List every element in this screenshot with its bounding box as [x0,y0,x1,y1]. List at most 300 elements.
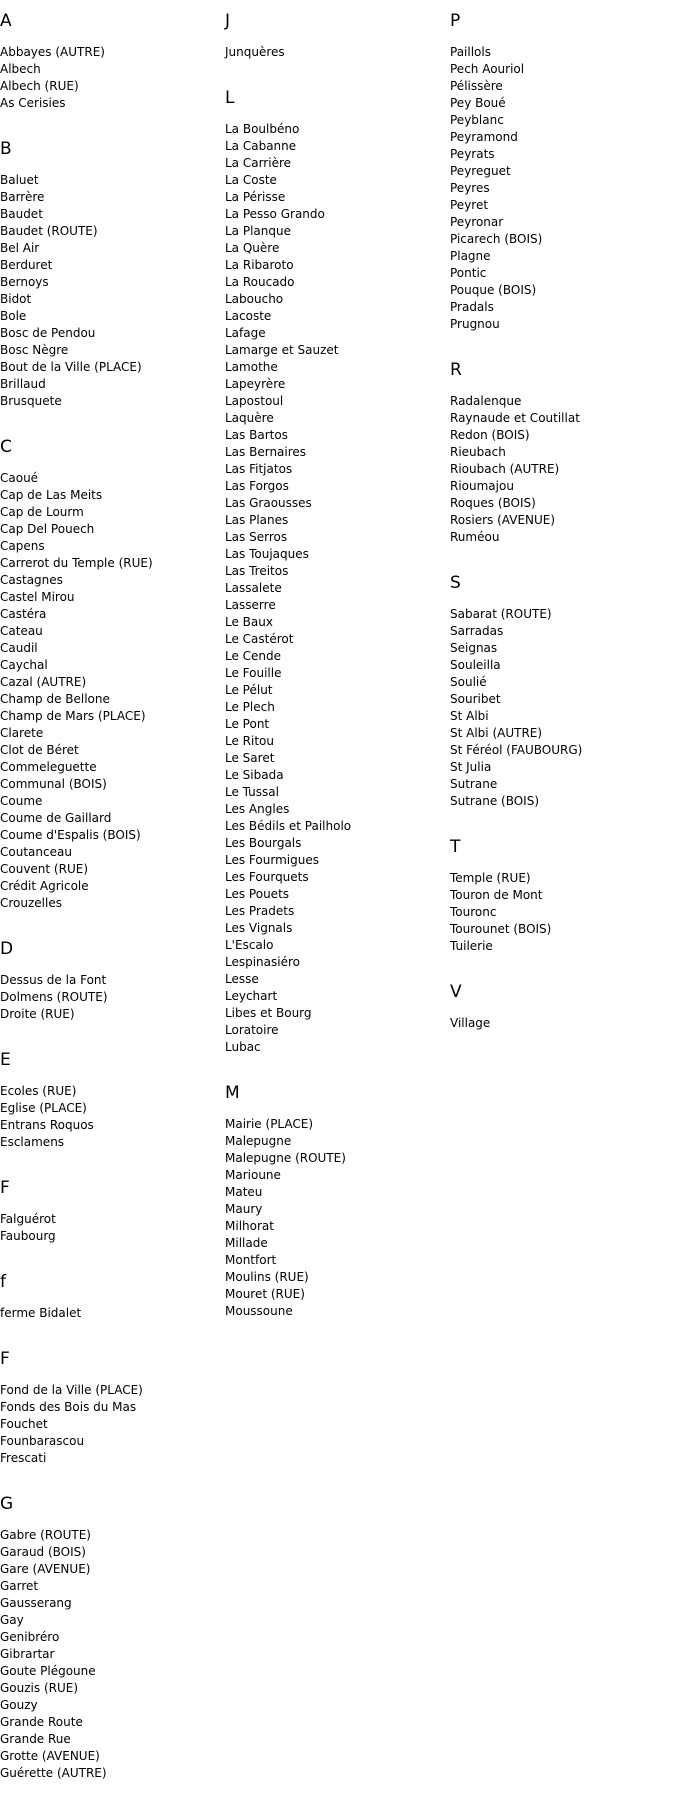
street-link[interactable]: Pélissère [450,79,503,93]
street-link[interactable]: Bout de la Ville (PLACE) [0,360,142,374]
street-list-item [225,682,445,699]
street-link[interactable]: Gibrartar [0,1647,55,1661]
street-list-item [450,759,670,776]
letter-heading: F [0,1349,10,1369]
street-link[interactable]: Caychal [0,658,48,672]
street-link[interactable]: Grande Rue [0,1732,71,1746]
street-list-item [450,61,670,78]
street-link[interactable]: Las Bernaires [225,445,307,459]
street-link[interactable]: Touron de Mont [450,888,543,902]
street-list-item [225,461,445,478]
index-column-2 [225,8,445,1344]
street-list-item [450,776,670,793]
street-link[interactable]: Rioumajou [450,479,514,493]
street-link[interactable]: Capens [0,539,45,553]
street-link[interactable]: Le Tussal [225,785,279,799]
street-link[interactable]: Castel Mirou [0,590,75,604]
street-list-item [0,878,220,895]
street-link[interactable]: Frescati [0,1451,47,1465]
street-list-item [225,44,445,61]
street-link[interactable]: Las Bartos [225,428,288,442]
street-link[interactable]: Laquère [225,411,274,425]
street-link[interactable]: Paillols [450,45,491,59]
street-link[interactable]: Pontic [450,266,487,280]
street-link[interactable]: Clot de Béret [0,743,79,757]
letter-group [0,936,220,1023]
street-link[interactable]: Ecoles (RUE) [0,1084,77,1098]
street-list-item [450,146,670,163]
street-link[interactable]: Marioune [225,1168,281,1182]
street-list-item [225,903,445,920]
street-link[interactable]: Barrère [0,190,45,204]
street-link[interactable]: Les Vignals [225,921,293,935]
street-link[interactable]: Albech [0,62,41,76]
street-link[interactable]: Albech (RUE) [0,79,79,93]
street-link[interactable]: Las Toujaques [225,547,309,561]
street-list-item [450,78,670,95]
street-list-item [225,1150,445,1167]
street-link[interactable]: Picarech (BOIS) [450,232,543,246]
street-list-item [0,1382,220,1399]
street-list-item [225,359,445,376]
street-link[interactable]: Genibréro [0,1630,60,1644]
street-link[interactable]: Temple (RUE) [450,871,531,885]
street-list-item [225,393,445,410]
street-list-item [450,197,670,214]
street-link[interactable]: Milhorat [225,1219,274,1233]
street-link[interactable]: Gouzy [0,1698,38,1712]
street-link[interactable]: Pey Boué [450,96,506,110]
street-link[interactable]: Pouque (BOIS) [450,283,537,297]
street-link[interactable]: Lesse [225,972,259,986]
street-link[interactable]: St Albi (AUTRE) [450,726,543,740]
street-list-item [0,844,220,861]
street-list-item [0,44,220,61]
street-link[interactable]: Peyronar [450,215,504,229]
street-link[interactable]: Malepugne [225,1134,292,1148]
street-link[interactable]: Caoué [0,471,39,485]
street-link[interactable]: Loratoire [225,1023,279,1037]
street-link[interactable]: Peyblanc [450,113,504,127]
street-list-item [450,623,670,640]
street-link[interactable]: Gare (AVENUE) [0,1562,91,1576]
street-link[interactable]: Champ de Bellone [0,692,110,706]
street-list-item [0,504,220,521]
street-list-item [0,1629,220,1646]
street-link[interactable]: Bidot [0,292,32,306]
street-link[interactable]: Radalenque [450,394,522,408]
street-link[interactable]: Rioubach (AUTRE) [450,462,560,476]
street-list-item [0,810,220,827]
street-list-item [450,410,670,427]
street-link[interactable]: Grande Route [0,1715,83,1729]
street-list-item [0,1714,220,1731]
street-link[interactable]: Lapostoul [225,394,284,408]
street-list-item [225,614,445,631]
street-list-item [0,240,220,257]
street-link[interactable]: Mairie (PLACE) [225,1117,314,1131]
street-link[interactable]: Bosc Nègre [0,343,69,357]
street-list-item [0,1399,220,1416]
street-list-item [0,223,220,240]
street-list-item [0,95,220,112]
street-list-item [0,606,220,623]
street-list-item [0,1578,220,1595]
street-link[interactable]: Crédit Agricole [0,879,89,893]
street-link[interactable]: La Ribaroto [225,258,294,272]
street-link[interactable]: Las Graousses [225,496,312,510]
letter-heading: F [0,1178,10,1198]
street-link[interactable]: Champ de Mars (PLACE) [0,709,146,723]
street-link[interactable]: Goute Plégoune [0,1664,96,1678]
street-link[interactable]: Fonds des Bois du Mas [0,1400,137,1414]
street-list-item [225,971,445,988]
street-link[interactable]: Malepugne (ROUTE) [225,1151,346,1165]
street-list-item [0,708,220,725]
street-link[interactable]: Les Angles [225,802,290,816]
street-list-item [450,214,670,231]
letter-group [0,434,220,912]
street-link[interactable]: Prugnou [450,317,500,331]
street-link[interactable]: Entrans Roquos [0,1118,94,1132]
street-link[interactable]: Libes et Bourg [225,1006,312,1020]
street-link[interactable]: Dolmens (ROUTE) [0,990,108,1004]
street-list-item [0,1211,220,1228]
street-link[interactable]: Droite (RUE) [0,1007,75,1021]
street-link[interactable]: Sabarat (ROUTE) [450,607,552,621]
street-link[interactable]: La Roucado [225,275,295,289]
street-list-item [450,427,670,444]
street-link[interactable]: Carrerot du Temple (RUE) [0,556,153,570]
street-link[interactable]: Castagnes [0,573,63,587]
letter-group [225,1080,445,1320]
street-link[interactable]: Les Bourgals [225,836,302,850]
street-list-item [450,265,670,282]
street-list-item [450,495,670,512]
street-link[interactable]: Lespinasiéro [225,955,300,969]
letter-group [450,834,670,955]
street-list-item [0,325,220,342]
street-link[interactable]: Lubac [225,1040,261,1054]
street-list-item [225,937,445,954]
street-list-item [0,759,220,776]
street-link[interactable]: Le Castérot [225,632,294,646]
street-list-item [450,129,670,146]
street-link[interactable]: Grotte (AVENUE) [0,1749,100,1763]
street-list-item [0,359,220,376]
street-link[interactable]: La Cabanne [225,139,297,153]
street-link[interactable]: Las Treitos [225,564,289,578]
street-link[interactable]: St Féréol (FAUBOURG) [450,743,583,757]
street-list-item [225,291,445,308]
street-link[interactable]: Sutrane (BOIS) [450,794,540,808]
street-link[interactable]: Berduret [0,258,53,272]
street-link[interactable]: Las Fitjatos [225,462,293,476]
street-link[interactable]: La Quère [225,241,280,255]
street-link[interactable]: Sarradas [450,624,504,638]
street-link[interactable]: ferme Bidalet [0,1306,82,1320]
street-link[interactable]: Lassalete [225,581,282,595]
street-link[interactable]: Maury [225,1202,263,1216]
street-link[interactable]: Plagne [450,249,491,263]
street-link[interactable]: Souleilla [450,658,501,672]
street-list-item [450,640,670,657]
street-link[interactable]: Abbayes (AUTRE) [0,45,105,59]
street-link[interactable]: Dessus de la Font [0,973,107,987]
street-list-item [225,631,445,648]
street-link[interactable]: La Carrière [225,156,292,170]
street-list [225,1116,445,1320]
street-link[interactable]: Peyreguet [450,164,511,178]
street-link[interactable]: Las Planes [225,513,289,527]
street-list-item [0,342,220,359]
street-link[interactable]: Guérette (AUTRE) [0,1766,107,1780]
street-list [450,44,670,333]
street-list-item [0,308,220,325]
street-link[interactable]: Lasserre [225,598,276,612]
letter-heading: E [0,1050,11,1070]
street-list-item [225,1218,445,1235]
street-link[interactable]: Soulié [450,675,487,689]
street-list-item [225,529,445,546]
street-link[interactable]: Tuilerie [450,939,493,953]
street-link[interactable]: Pech Aouriol [450,62,525,76]
letter-heading: V [450,982,462,1002]
street-list-item [225,1269,445,1286]
street-link[interactable]: Les Fourquets [225,870,309,884]
street-list-item [0,1612,220,1629]
street-link[interactable]: Cap Del Pouech [0,522,95,536]
street-link[interactable]: Coume [0,794,43,808]
street-link[interactable]: Lapeyrère [225,377,286,391]
street-link[interactable]: Bernoys [0,275,49,289]
street-link[interactable]: Moulins (RUE) [225,1270,309,1284]
street-list-item [225,1252,445,1269]
street-list-item [225,1133,445,1150]
street-list-item [225,206,445,223]
street-link[interactable]: Peyres [450,181,490,195]
letter-group [450,570,670,810]
street-link[interactable]: St Julia [450,760,492,774]
street-link[interactable]: Commeleguette [0,760,97,774]
street-link[interactable]: Le Baux [225,615,273,629]
letter-group [0,1491,220,1782]
street-list-item [225,155,445,172]
street-link[interactable]: La Coste [225,173,277,187]
street-list-item [225,886,445,903]
street-list [450,393,670,546]
street-link[interactable]: Gausserang [0,1596,72,1610]
street-link[interactable]: Le Cende [225,649,282,663]
street-list-item [225,563,445,580]
street-link[interactable]: Cap de Lourm [0,505,84,519]
street-link[interactable]: Rieubach [450,445,506,459]
street-list-item [0,78,220,95]
street-link[interactable]: Peyrats [450,147,495,161]
street-list-item [225,546,445,563]
street-link[interactable]: Bole [0,309,27,323]
street-link[interactable]: Tourounet (BOIS) [450,922,552,936]
street-link[interactable]: Les Pradets [225,904,295,918]
street-list-item [0,657,220,674]
street-link[interactable]: Coume de Gaillard [0,811,112,825]
street-list-item [0,1765,220,1782]
street-list-item [0,1117,220,1134]
street-list-item [225,869,445,886]
street-link[interactable]: Village [450,1016,491,1030]
street-link[interactable]: Millade [225,1236,268,1250]
street-link[interactable]: Redon (BOIS) [450,428,530,442]
street-list-item [450,393,670,410]
street-link[interactable]: Mouret (RUE) [225,1287,305,1301]
street-list-item [450,180,670,197]
street-link[interactable]: Esclamens [0,1135,65,1149]
street-link[interactable]: Seignas [450,641,498,655]
street-link[interactable]: La Périsse [225,190,286,204]
street-link[interactable]: Baudet [0,207,43,221]
street-link[interactable]: Laboucho [225,292,284,306]
street-list-item [225,410,445,427]
street-link[interactable]: Pradals [450,300,494,314]
street-link[interactable]: Moussoune [225,1304,293,1318]
street-link[interactable]: Souribet [450,692,501,706]
street-link[interactable]: La Boulbéno [225,122,300,136]
street-list-item [0,393,220,410]
street-list-item [0,1748,220,1765]
street-link[interactable]: La Pesso Grando [225,207,325,221]
street-link[interactable]: Leychart [225,989,278,1003]
letter-group [0,1269,220,1322]
street-link[interactable]: Lacoste [225,309,272,323]
letter-group [0,136,220,410]
street-link[interactable]: Clarete [0,726,44,740]
street-link[interactable]: Gay [0,1613,24,1627]
street-link[interactable]: Rosiers (AVENUE) [450,513,556,527]
street-list-item [0,1680,220,1697]
street-link[interactable]: Caudil [0,641,38,655]
street-link[interactable]: Brusquete [0,394,62,408]
street-list-item [0,555,220,572]
street-link[interactable]: Le Plech [225,700,275,714]
street-list-item [0,1544,220,1561]
street-link[interactable]: Gouzis (RUE) [0,1681,79,1695]
street-link[interactable]: Cazal (AUTRE) [0,675,87,689]
street-link[interactable]: Falguérot [0,1212,56,1226]
street-link[interactable]: Crouzelles [0,896,62,910]
street-list-item [225,716,445,733]
street-link[interactable]: Le Saret [225,751,275,765]
street-link[interactable]: Touronc [450,905,497,919]
street-list-item [225,478,445,495]
street-link[interactable]: Ruméou [450,530,500,544]
street-link[interactable]: Roques (BOIS) [450,496,536,510]
street-link[interactable]: Brillaud [0,377,46,391]
street-link[interactable]: Peyret [450,198,489,212]
street-link[interactable]: As Cerisies [0,96,66,110]
street-list-item [225,223,445,240]
street-list-item [0,1100,220,1117]
street-link[interactable]: Les Bédils et Pailholo [225,819,352,833]
street-list-item [0,691,220,708]
letter-heading: f [0,1272,6,1292]
street-link[interactable]: Le Ritou [225,734,274,748]
index-column-3 [450,8,670,1056]
street-link[interactable]: Mateu [225,1185,263,1199]
street-link[interactable]: Lamarge et Sauzet [225,343,339,357]
street-link[interactable]: Les Pouets [225,887,290,901]
street-link[interactable]: Le Pélut [225,683,273,697]
street-link[interactable]: Las Serros [225,530,288,544]
street-link[interactable]: Cateau [0,624,43,638]
street-link[interactable]: Les Fourmigues [225,853,319,867]
street-link[interactable]: La Planque [225,224,291,238]
street-link[interactable]: Castéra [0,607,47,621]
street-list-item [225,427,445,444]
street-list-item [450,95,670,112]
street-link[interactable]: Fouchet [0,1417,48,1431]
letter-heading: P [450,11,461,31]
street-list-item [0,972,220,989]
street-list-item [0,61,220,78]
street-list-item [225,665,445,682]
street-list-item [225,988,445,1005]
street-link[interactable]: Sutrane [450,777,498,791]
street-link[interactable]: Peyramond [450,130,518,144]
street-link[interactable]: Garaud (BOIS) [0,1545,86,1559]
letter-heading: T [450,837,461,857]
letter-group [0,1346,220,1467]
letter-heading: J [225,11,231,31]
street-link[interactable]: Le Fouille [225,666,282,680]
street-list-item [0,206,220,223]
street-link[interactable]: St Albi [450,709,489,723]
street-link[interactable]: Cap de Las Meits [0,488,103,502]
street-list-item [225,444,445,461]
street-link[interactable]: Baudet (ROUTE) [0,224,98,238]
street-link[interactable]: Garret [0,1579,39,1593]
street-link[interactable]: Lamothe [225,360,278,374]
street-list-item [225,138,445,155]
street-link[interactable]: Baluet [0,173,39,187]
street-link[interactable]: Bel Air [0,241,40,255]
street-list-item [450,725,670,742]
street-link[interactable]: L'Escalo [225,938,274,952]
street-list [450,1015,670,1032]
street-link[interactable]: Couvent (RUE) [0,862,89,876]
street-link[interactable]: Bosc de Pendou [0,326,96,340]
street-link[interactable]: Coutanceau [0,845,72,859]
street-link[interactable]: Coume d'Espalis (BOIS) [0,828,141,842]
letter-heading: S [450,573,461,593]
street-link[interactable]: Faubourg [0,1229,56,1243]
street-link[interactable]: Las Forgos [225,479,289,493]
street-link[interactable]: Communal (BOIS) [0,777,107,791]
street-link[interactable]: Junquères [225,45,285,59]
street-link[interactable]: Fond de la Ville (PLACE) [0,1383,143,1397]
street-link[interactable]: Le Pont [225,717,270,731]
street-link[interactable]: Raynaude et Coutillat [450,411,580,425]
street-list-item [450,938,670,955]
street-link[interactable]: Le Sibada [225,768,284,782]
street-list-item [0,1433,220,1450]
street-list-item [0,1663,220,1680]
street-link[interactable]: Eglise (PLACE) [0,1101,87,1115]
street-link[interactable]: Montfort [225,1253,277,1267]
street-list [0,1382,220,1467]
street-link[interactable]: Lafage [225,326,266,340]
street-link[interactable]: Gabre (ROUTE) [0,1528,91,1542]
street-link[interactable]: Founbarascou [0,1434,85,1448]
